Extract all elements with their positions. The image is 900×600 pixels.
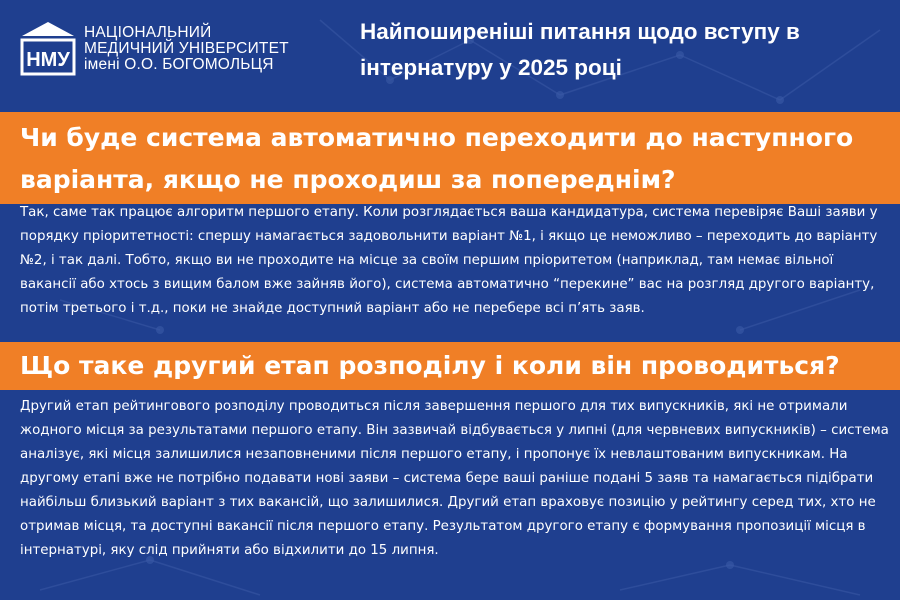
answer-2: Другий етап рейтингового розподілу проводиться після завершення першого для тих випускників, які не отримали жодного місця за результатами першого етапу. Він зазвичай відбувається у липні (для червневих випускників) – система аналізує, які місця залишилися незаповненими після першого етапу, і пропонує їх невлаштованим випускникам. На другому етапі вже не потрібно подавати нові заяви – система бере ваші раніше подані 5 заяв та намагається підібрати найбільш близький варіант з тих вакансій, що залишилися. Другий етап враховує позицію у рейтингу серед тих, хто не отримав місця, та доступні вакансії після першого етапу. Результатом другого етапу є формування пропозиції місця в інтернатурі, яку слід прийняти або відхилити до 15 липня. <box>20 399 889 558</box>
university-name-line1: НАЦІОНАЛЬНИЙ <box>84 24 212 41</box>
question-banner-2 <box>0 342 900 390</box>
header <box>0 0 900 110</box>
university-name <box>84 25 289 73</box>
university-logo-icon <box>20 20 76 76</box>
logo-letters: НМУ <box>26 49 70 71</box>
university-name-line3: імені О.О. БОГОМОЛЬЦЯ <box>84 56 274 73</box>
question-banner-1 <box>0 112 900 204</box>
question-1: Чи буде система автоматично переходити до наступного варіанта, якщо не проходиш за попереднім? <box>20 123 854 194</box>
university-name-line2: МЕДИЧНИЙ УНІВЕРСИТЕТ <box>84 40 289 57</box>
answer-1: Так, саме так працює алгоритм першого етапу. Коли розглядається ваша кандидатура, система перевіряє Ваші заяви у порядку пріоритетності: спершу намагається задовольнити варіант №1, і якщо це неможливо – переходить до варіанту №2, і так далі. Тобто, якщо ви не проходите на місце за своїм першим пріоритетом (наприклад, там немає вільної вакансії або хтось з вищим балом вже зайняв його), система автоматично “перекине” вас на розгляд другого варіанту, потім третього і т.д., поки не знайде доступний варіант або не перебере всі п’ять заяв. <box>20 205 878 316</box>
page-title: Найпоширеніші питання щодо вступу в інтернатуру у 2025 році <box>360 19 800 80</box>
question-2: Що таке другий етап розподілу і коли він проводиться? <box>20 351 840 380</box>
